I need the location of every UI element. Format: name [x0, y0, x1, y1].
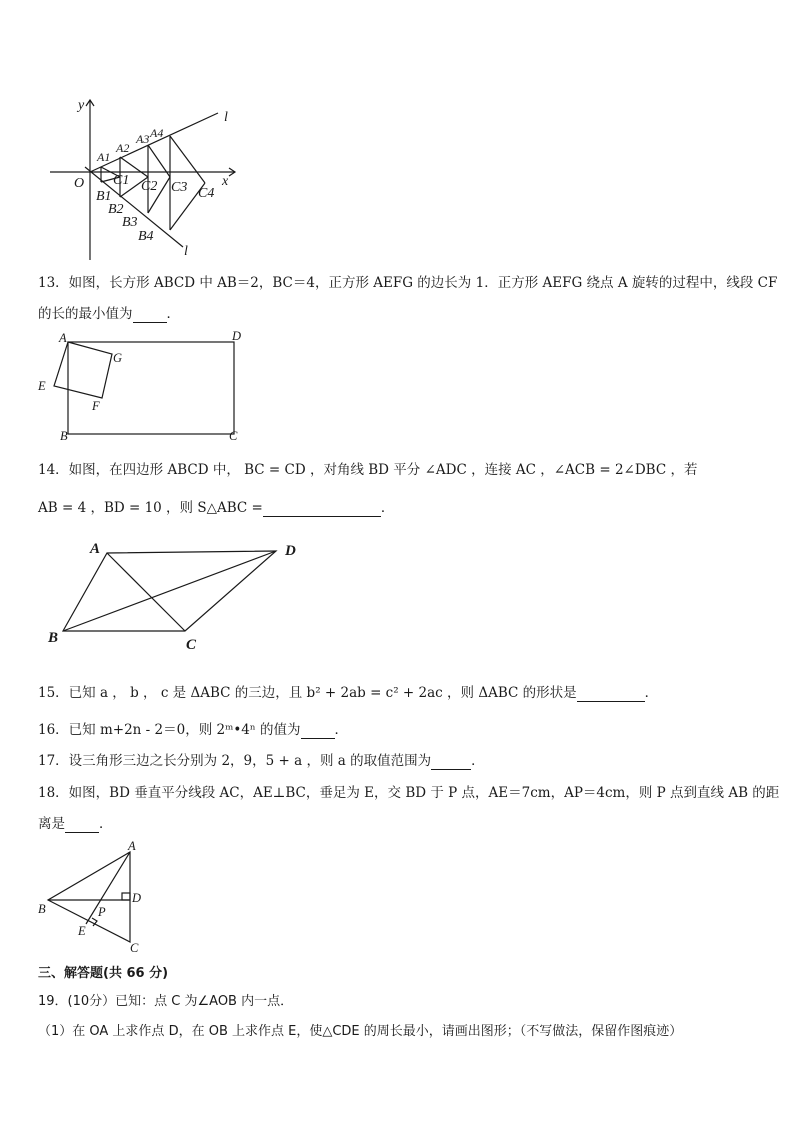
q18-point-c: C: [130, 941, 139, 955]
q18-line2: [38, 812, 113, 833]
q18-point-p: P: [98, 905, 106, 919]
point-b3-label: B3: [122, 215, 138, 230]
q14-line2: [38, 496, 394, 517]
figure-12-coordinate: [50, 95, 250, 260]
q13-answer-blank[interactable]: [133, 306, 167, 323]
origin-label: O: [74, 176, 85, 191]
line-l-bottom-label: l: [184, 244, 188, 259]
y-axis-label: y: [78, 98, 85, 113]
q13-point-b: B: [60, 429, 68, 443]
point-a1-label: A1: [97, 150, 111, 164]
figure-18-triangle: [36, 840, 156, 955]
q18-point-d: D: [132, 891, 142, 905]
point-c4-label: C4: [198, 186, 215, 201]
section-3-heading: 三、解答题(共 66 分): [38, 966, 169, 981]
q18-line2-end: ．: [99, 816, 113, 832]
point-b2-label: B2: [108, 202, 124, 217]
line-l-top-label: l: [224, 110, 228, 125]
q14-line1: 14．如图，在四边形 ABCD 中， BC = CD ，对角线 BD 平分 ∠ADC ，连接 AC ，∠ACB = 2∠DBC ，若: [38, 462, 698, 478]
q15-answer-blank[interactable]: [577, 685, 645, 702]
q19-line2: （1）在 OA 上求作点 D，在 OB 上求作点 E，使△CDE 的周长最小，请画出图形；（不写做法，保留作图痕迹）: [38, 1024, 683, 1039]
q13-point-c: C: [229, 429, 238, 443]
q13-line1: 13．如图，长方形 ABCD 中 AB＝2，BC＝4，正方形 AEFG 的边长为 1．正方形 AEFG 绕点 A 旋转的过程中，线段 CF: [38, 275, 778, 291]
q13-point-f: F: [92, 399, 100, 413]
q16-text: 16．已知 m+2n - 2＝0，则 2ᵐ•4ⁿ 的值为: [38, 722, 301, 738]
q18-point-e: E: [78, 924, 86, 938]
point-b4-label: B4: [138, 229, 154, 244]
q15-end: ．: [644, 685, 659, 701]
q13-point-e: E: [38, 379, 46, 393]
point-c2-label: C2: [141, 179, 158, 194]
q14-point-d: D: [285, 543, 296, 559]
q15-line: [38, 681, 658, 702]
q16-end: ．: [334, 722, 349, 738]
q16-answer-blank[interactable]: [301, 722, 335, 739]
q14-point-c: C: [186, 637, 197, 653]
q14-point-b: B: [48, 630, 59, 646]
q16-line: [38, 718, 348, 739]
point-a2-label: A2: [116, 141, 130, 155]
q18-point-b: B: [38, 902, 46, 916]
q13-point-d: D: [232, 329, 242, 343]
q14-line2-end: ．: [380, 500, 395, 516]
q18-answer-blank[interactable]: [65, 816, 99, 833]
point-a3-label: A3: [136, 132, 150, 146]
q14-point-a: A: [90, 541, 101, 557]
q15-text: 15．已知 a ， b ， c 是 ΔABC 的三边，且 b² + 2ab = c² + 2ac ，则 ΔABC 的形状是: [38, 685, 577, 701]
q13-point-a: A: [59, 331, 67, 345]
q14-line2-text: AB = 4 ，BD = 10 ，则 S△ABC =: [38, 500, 263, 516]
q17-end: ．: [471, 753, 485, 769]
q17-text: 17．设三角形三边之长分别为 2，9，5 + a ，则 a 的取值范围为: [38, 753, 432, 769]
figure-14-quadrilateral: [40, 535, 310, 655]
point-c1-label: C1: [113, 173, 130, 188]
q13-line2: [38, 302, 180, 323]
q19-line1: 19．(10分）已知：点 C 为∠AOB 内一点．: [38, 994, 294, 1009]
q18-line1: 18．如图，BD 垂直平分线段 AC，AE⊥BC，垂足为 E，交 BD 于 P 点，AE＝7cm，AP＝4cm，则 P 点到直线 AB 的距: [38, 785, 780, 801]
point-a4-label: A4: [150, 126, 164, 140]
figure-13-rectangle: [36, 330, 251, 445]
x-axis-label: x: [222, 174, 229, 189]
q13-point-g: G: [113, 351, 123, 365]
point-c3-label: C3: [171, 180, 188, 195]
q18-point-a: A: [128, 839, 136, 853]
q14-answer-blank[interactable]: [263, 500, 381, 517]
q13-line2-end: ．: [166, 306, 180, 322]
q18-line2-text: 离是: [38, 816, 65, 832]
q13-line2-text: 的长的最小值为: [38, 306, 133, 322]
q17-answer-blank[interactable]: [431, 753, 471, 770]
point-b1-label: B1: [96, 189, 112, 204]
q17-line: [38, 749, 485, 770]
